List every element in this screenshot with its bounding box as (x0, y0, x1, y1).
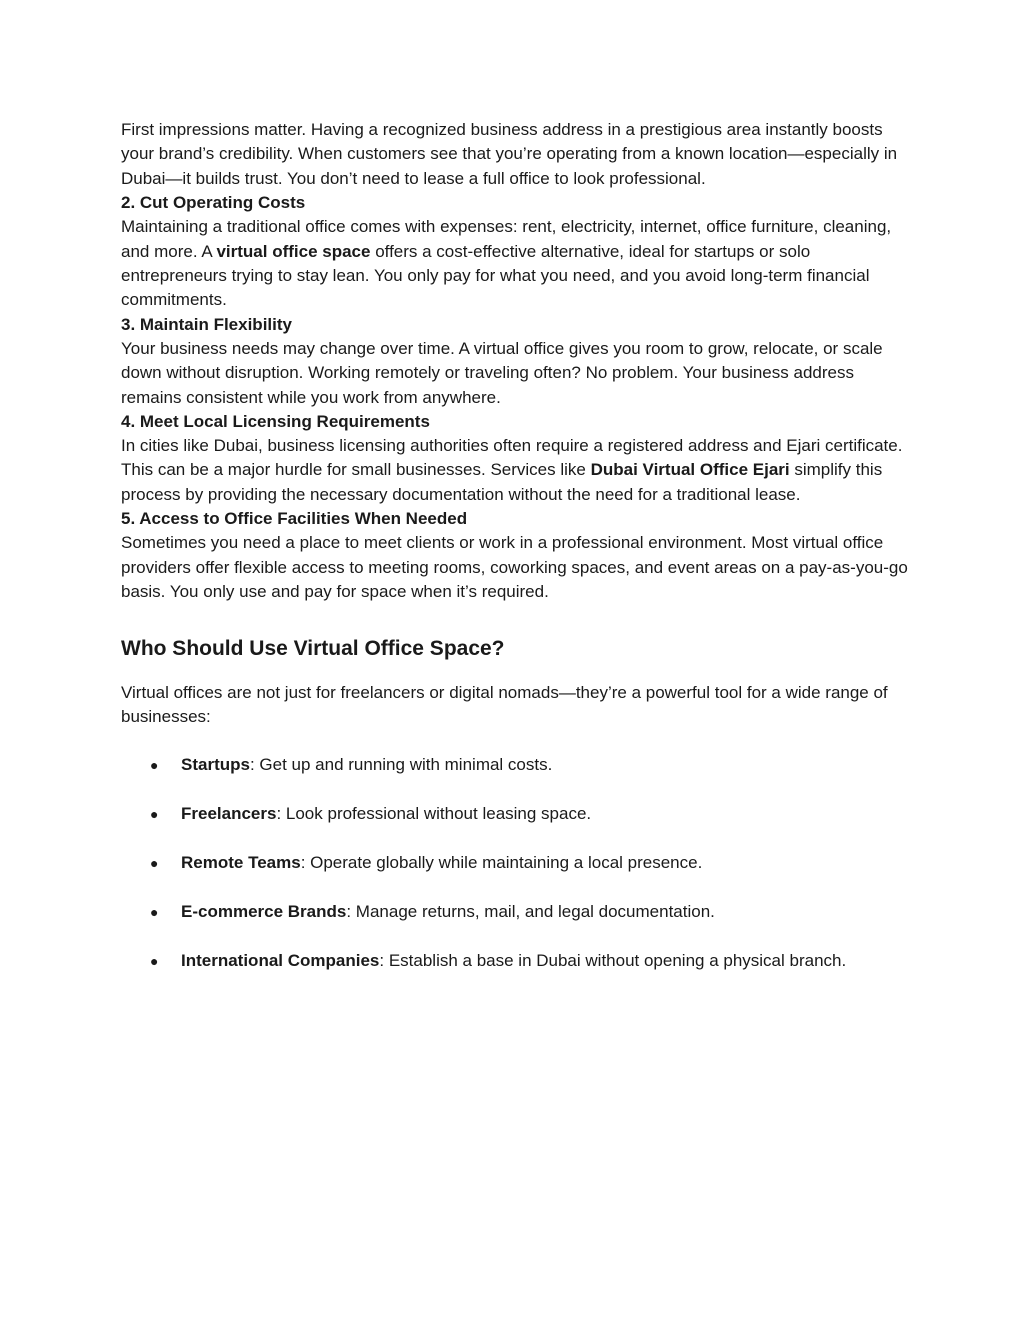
section-heading-cut-costs: 2. Cut Operating Costs (121, 193, 306, 213)
section-heading-facilities: 5. Access to Office Facilities When Needed (121, 509, 468, 529)
paragraph-text: offers a cost-effective alternative, ideal for startups or solo entrepreneurs trying to stay lean. You only pay for what you need, and you avoid long-term financial commitments. (121, 241, 870, 310)
list-item-desc: : Manage returns, mail, and legal documentation. (346, 902, 715, 922)
paragraph-text: In cities like Dubai, business licensing authorities often require a registered address and Ejari certificate. This can be a major hurdle for small businesses. Services like (121, 436, 903, 480)
list-item (121, 753, 911, 777)
list-item (121, 851, 911, 875)
paragraph-text: simplify this process by providing the necessary documentation without the need for a traditional lease. (121, 460, 883, 504)
bullet-icon: ● (150, 855, 159, 872)
who-intro-paragraph: Virtual offices are not just for freelancers or digital nomads—they’re a powerful tool for a wide range of businesses: (121, 682, 888, 726)
list-item-desc: : Look professional without leasing space. (276, 804, 592, 824)
facilities-paragraph: Sometimes you need a place to meet clients or work in a professional environment. Most virtual office providers offer flexible access to meeting rooms, coworking spaces, and event areas on a pay-as-you-go basis. You only use and pay for space when it’s required. (121, 533, 908, 602)
licensing-paragraph (121, 434, 911, 507)
list-item-term: Startups (181, 755, 250, 775)
cut-costs-paragraph (121, 215, 911, 313)
intro-paragraph: First impressions matter. Having a recognized business address in a prestigious area instantly boosts your brand’s credibility. When customers see that you’re operating from a known location—especially in Dubai—it builds trust. You don’t need to lease a full office to look professional. (121, 120, 898, 188)
bullet-icon: ● (150, 953, 159, 970)
bullet-icon: ● (150, 904, 159, 921)
list-item-desc: : Operate globally while maintaining a local presence. (300, 853, 703, 873)
paragraph-text: Maintaining a traditional office comes with expenses: rent, electricity, internet, office furniture, cleaning, and more. A (121, 217, 892, 261)
bold-term-virtual-office-space: virtual office space (216, 241, 371, 261)
list-item-term: International Companies (181, 951, 380, 971)
business-types-list (121, 753, 911, 973)
document-page (121, 118, 911, 998)
list-item-term: Remote Teams (181, 853, 301, 873)
section-heading-flexibility: 3. Maintain Flexibility (121, 314, 292, 334)
list-item-desc: : Get up and running with minimal costs. (249, 755, 553, 775)
list-item-term: E-commerce Brands (181, 902, 347, 922)
section-heading-licensing: 4. Meet Local Licensing Requirements (121, 412, 430, 432)
flexibility-paragraph: Your business needs may change over time. A virtual office gives you room to grow, relocate, or scale down without disruption. Working remotely or traveling often? No problem. Your business address remains consistent while you work from anywhere. (121, 338, 883, 407)
list-item (121, 949, 911, 973)
bold-term-dubai-virtual-office-ejari: Dubai Virtual Office Ejari (590, 460, 790, 480)
list-item-desc: : Establish a base in Dubai without opening a physical branch. (379, 951, 847, 971)
list-item (121, 900, 911, 924)
bullet-icon: ● (150, 757, 159, 774)
who-should-use-heading: Who Should Use Virtual Office Space? (121, 636, 505, 660)
list-item (121, 802, 911, 826)
list-item-term: Freelancers (181, 804, 277, 824)
bullet-icon: ● (150, 806, 159, 823)
